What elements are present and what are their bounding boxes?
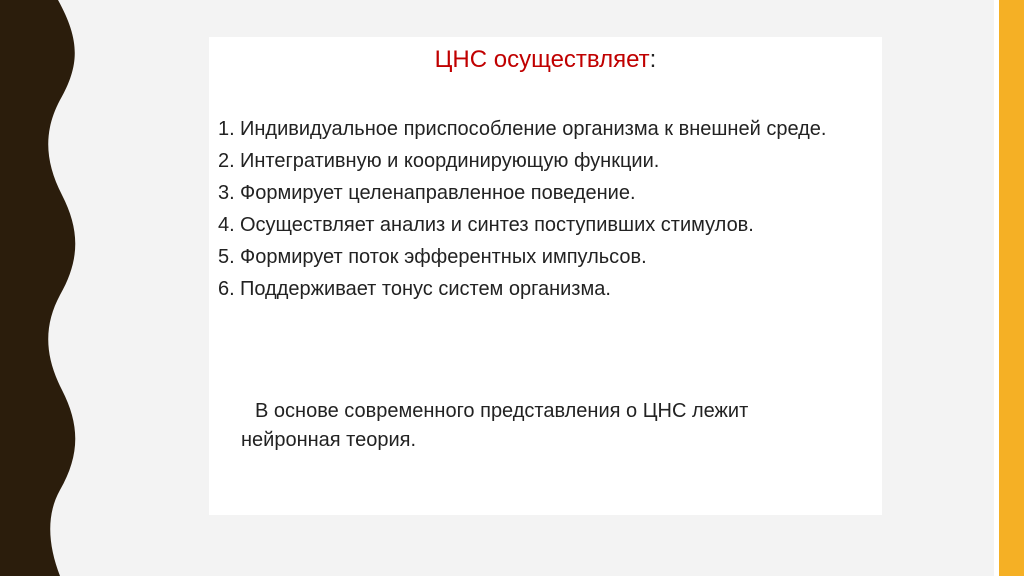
list-item-number: 4. bbox=[218, 214, 235, 236]
list-item-text: Интегративную и координирующую функции. bbox=[240, 150, 660, 172]
list-item-text: Осуществляет анализ и синтез поступивших стимулов. bbox=[240, 214, 754, 236]
slide-title-main: ЦНС осуществляет bbox=[434, 46, 650, 73]
list-item bbox=[218, 180, 858, 206]
function-list bbox=[218, 116, 858, 308]
list-item-number: 1. bbox=[218, 118, 235, 140]
list-item-text: Формирует поток эфферентных импульсов. bbox=[240, 246, 647, 268]
list-item-number: 5. bbox=[218, 246, 235, 268]
list-item bbox=[218, 276, 858, 302]
content-card bbox=[209, 37, 882, 515]
summary-note: В основе современного представления о ЦНС лежит нейронная теория. bbox=[241, 400, 749, 451]
list-item bbox=[218, 148, 858, 174]
accent-bar bbox=[999, 0, 1024, 576]
list-item-text: Формирует целенаправленное поведение. bbox=[240, 182, 636, 204]
decorative-wave-strip bbox=[0, 0, 80, 576]
slide-title bbox=[209, 46, 882, 74]
list-item-text: Поддерживает тонус систем организма. bbox=[240, 278, 611, 300]
list-item bbox=[218, 116, 858, 142]
list-item-number: 2. bbox=[218, 150, 235, 172]
list-item-text: Индивидуальное приспособление организма к внешней среде. bbox=[240, 118, 827, 140]
list-item-number: 3. bbox=[218, 182, 235, 204]
list-item-number: 6. bbox=[218, 278, 235, 300]
slide-title-suffix: : bbox=[649, 46, 657, 73]
list-item bbox=[218, 212, 858, 238]
list-item bbox=[218, 244, 858, 270]
